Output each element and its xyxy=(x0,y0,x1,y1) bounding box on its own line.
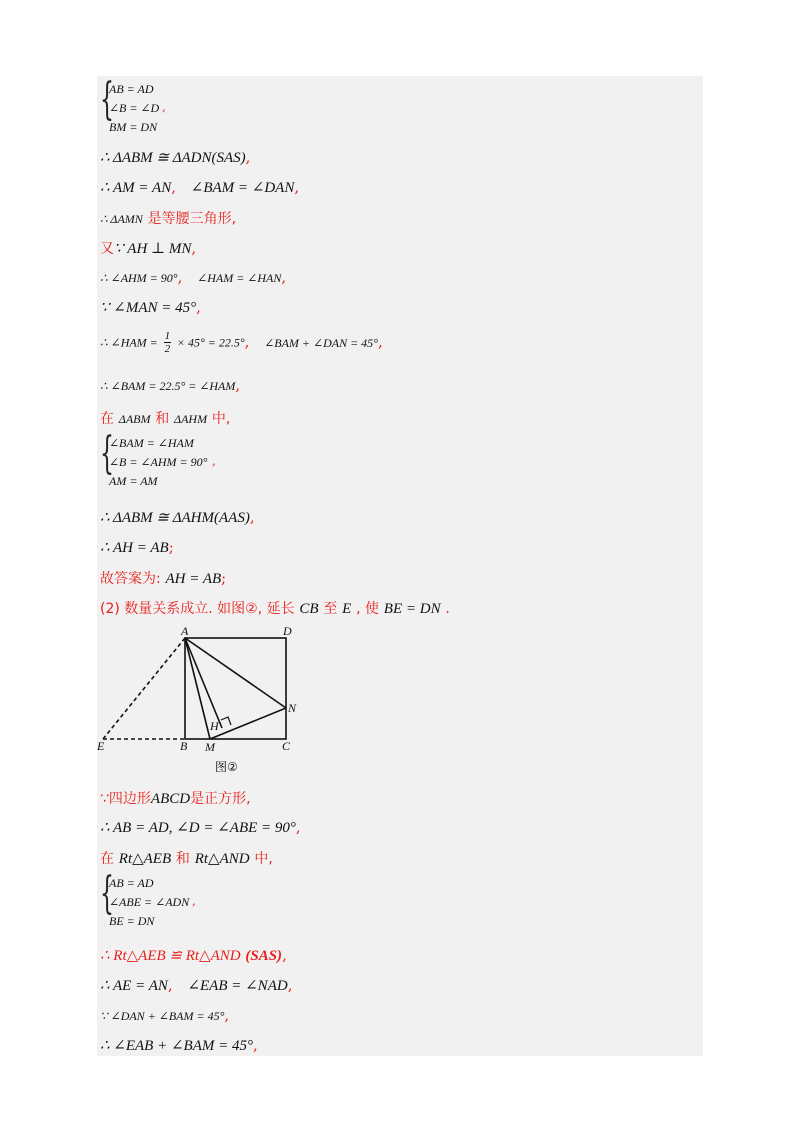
math-expr: ∠EAB = ∠NAD xyxy=(187,978,288,994)
math-expr: ∠BAM + ∠DAN = 45° xyxy=(264,335,378,350)
proof-line-19 xyxy=(100,1006,229,1024)
proof-line-20 xyxy=(100,1036,258,1055)
math-expr: ∴ AE = AN xyxy=(100,978,168,994)
proof-line-14 xyxy=(100,788,251,808)
system-comma: , xyxy=(192,894,196,908)
math-expr: ∵ AH ⊥ MN xyxy=(114,241,192,257)
proof-line-15 xyxy=(100,818,301,837)
label-c: C xyxy=(282,739,291,753)
label-h: H xyxy=(210,719,219,733)
proof-line-17 xyxy=(100,946,287,965)
punct: ; xyxy=(168,538,174,556)
proof-line-4 xyxy=(100,238,196,258)
punct: , xyxy=(252,1036,258,1054)
system-row: ∠ABE = ∠ADN xyxy=(109,895,190,909)
left-brace: { xyxy=(100,868,114,919)
proof-line-18 xyxy=(100,976,292,995)
math-expr: ABCD xyxy=(150,791,191,807)
math-expr: ∴ ΔABM ≅ ΔAHM(AAS) xyxy=(100,510,250,526)
math-expr: ∵ ∠MAN = 45° xyxy=(100,300,197,316)
math-expr: ΔABM xyxy=(118,412,151,426)
proof-line-13 xyxy=(100,598,450,618)
proof-text: 中, xyxy=(254,851,273,867)
proof-text: (2) 数量关系成立. 如图②, 延长 xyxy=(100,601,295,617)
proof-line-11 xyxy=(100,538,174,557)
math-expr: × 45° = 22.5° xyxy=(176,335,245,350)
left-brace: { xyxy=(100,428,114,479)
figure-caption: 图② xyxy=(215,760,238,774)
label-m: M xyxy=(205,740,215,754)
punct: , xyxy=(196,298,201,316)
system-comma: , xyxy=(162,100,166,114)
math-expr: ∴ Rt△AEB ≌ Rt△AND xyxy=(100,948,241,964)
math-expr: ∴ AH = AB xyxy=(100,540,169,556)
system-row: ∠B = ∠D xyxy=(109,101,160,115)
left-brace: { xyxy=(100,74,114,125)
math-expr: ∴ AB = AD, ∠D = ∠ABE = 90° xyxy=(100,820,296,836)
punct: , xyxy=(235,376,241,394)
proof-text: 在 xyxy=(100,851,114,867)
math-expr: CB xyxy=(299,601,319,617)
proof-text: . xyxy=(445,601,450,617)
system-row: ∠BAM = ∠HAM xyxy=(109,436,194,450)
punct: , xyxy=(177,268,183,286)
punct: , xyxy=(245,148,251,166)
proof-text: 是等腰三角形, xyxy=(147,211,237,227)
proof-text: ∵四边形 xyxy=(100,791,151,807)
proof-text: 在 xyxy=(100,411,114,427)
punct: , xyxy=(224,1006,230,1024)
proof-line-5 xyxy=(100,268,286,286)
punct: , xyxy=(244,332,250,351)
punct: , xyxy=(191,239,197,257)
math-expr: BE = DN xyxy=(383,601,441,617)
math-expr: E xyxy=(342,601,352,617)
fraction-denominator: 2 xyxy=(164,343,171,355)
proof-line-7 xyxy=(100,330,383,355)
math-expr: ∠HAM = ∠HAN xyxy=(197,271,282,285)
geometry-diagram xyxy=(97,624,299,776)
punct: , xyxy=(281,268,287,286)
system-row: AM = AM xyxy=(109,474,158,488)
math-expr: (SAS) xyxy=(245,948,283,964)
label-n: N xyxy=(288,701,297,715)
math-expr: ∵ ∠DAN + ∠BAM = 45° xyxy=(100,1009,225,1023)
math-expr: ΔAHM xyxy=(174,412,208,426)
math-expr: ∴ ∠HAM = xyxy=(100,335,158,350)
math-expr: ∴ ΔAMN xyxy=(100,212,143,226)
proof-line-3 xyxy=(100,208,236,228)
dashed-line-ea xyxy=(103,638,185,739)
label-e: E xyxy=(97,739,105,753)
proof-text: 和 xyxy=(155,411,170,427)
fraction-numerator: 1 xyxy=(164,330,171,342)
punct: , xyxy=(295,818,301,836)
punct: ; xyxy=(221,569,227,587)
system-row: AB = AD xyxy=(109,876,154,890)
punct: , xyxy=(287,976,293,994)
punct: , xyxy=(171,178,176,196)
punct: , xyxy=(294,178,300,196)
punct: , xyxy=(377,332,383,351)
punct: , xyxy=(282,946,287,964)
math-expr: ∠BAM = ∠DAN xyxy=(190,180,295,196)
proof-text: 又 xyxy=(100,241,114,257)
punct: , xyxy=(249,508,255,526)
math-expr: AH = AB xyxy=(165,571,222,587)
system-row: ∠B = ∠AHM = 90° xyxy=(109,455,208,469)
proof-line-1 xyxy=(100,148,250,167)
label-b: B xyxy=(180,739,188,753)
proof-line-9 xyxy=(100,408,230,428)
proof-text: 故答案为: xyxy=(100,571,161,587)
system-row: AB = AD xyxy=(109,82,154,96)
math-expr: ∴ ∠AHM = 90° xyxy=(100,271,178,285)
geometry-figure-2 xyxy=(97,624,299,776)
proof-line-16 xyxy=(100,848,273,868)
proof-text: 中, xyxy=(211,411,231,427)
proof-line-8 xyxy=(100,376,240,394)
right-angle-mark xyxy=(221,717,231,725)
math-expr: ∴ ΔABM ≅ ΔADN(SAS) xyxy=(100,150,246,166)
math-expr: ∴ ∠BAM = 22.5° = ∠HAM xyxy=(100,379,236,393)
proof-line-12 xyxy=(100,568,226,588)
proof-text: 和 xyxy=(175,851,190,867)
proof-text: , 使 xyxy=(356,601,380,617)
label-d: D xyxy=(283,624,292,638)
proof-text: 是正方形, xyxy=(190,791,251,807)
math-expr: ∴ ∠EAB + ∠BAM = 45° xyxy=(100,1038,253,1054)
segment-mn xyxy=(210,708,286,739)
proof-line-10 xyxy=(100,508,255,527)
proof-line-2 xyxy=(100,178,299,197)
label-a: A xyxy=(181,624,189,638)
square-abcd xyxy=(185,638,286,739)
system-row: BE = DN xyxy=(109,914,155,928)
punct: , xyxy=(167,976,173,994)
math-expr: Rt△AEB xyxy=(118,851,172,867)
fraction xyxy=(164,330,172,355)
math-expr: ∴ AM = AN xyxy=(100,180,172,196)
system-row: BM = DN xyxy=(109,120,158,134)
system-comma: , xyxy=(212,454,216,468)
math-expr: Rt△AND xyxy=(194,851,250,867)
proof-text: 至 xyxy=(323,601,338,617)
proof-line-6 xyxy=(100,298,201,317)
